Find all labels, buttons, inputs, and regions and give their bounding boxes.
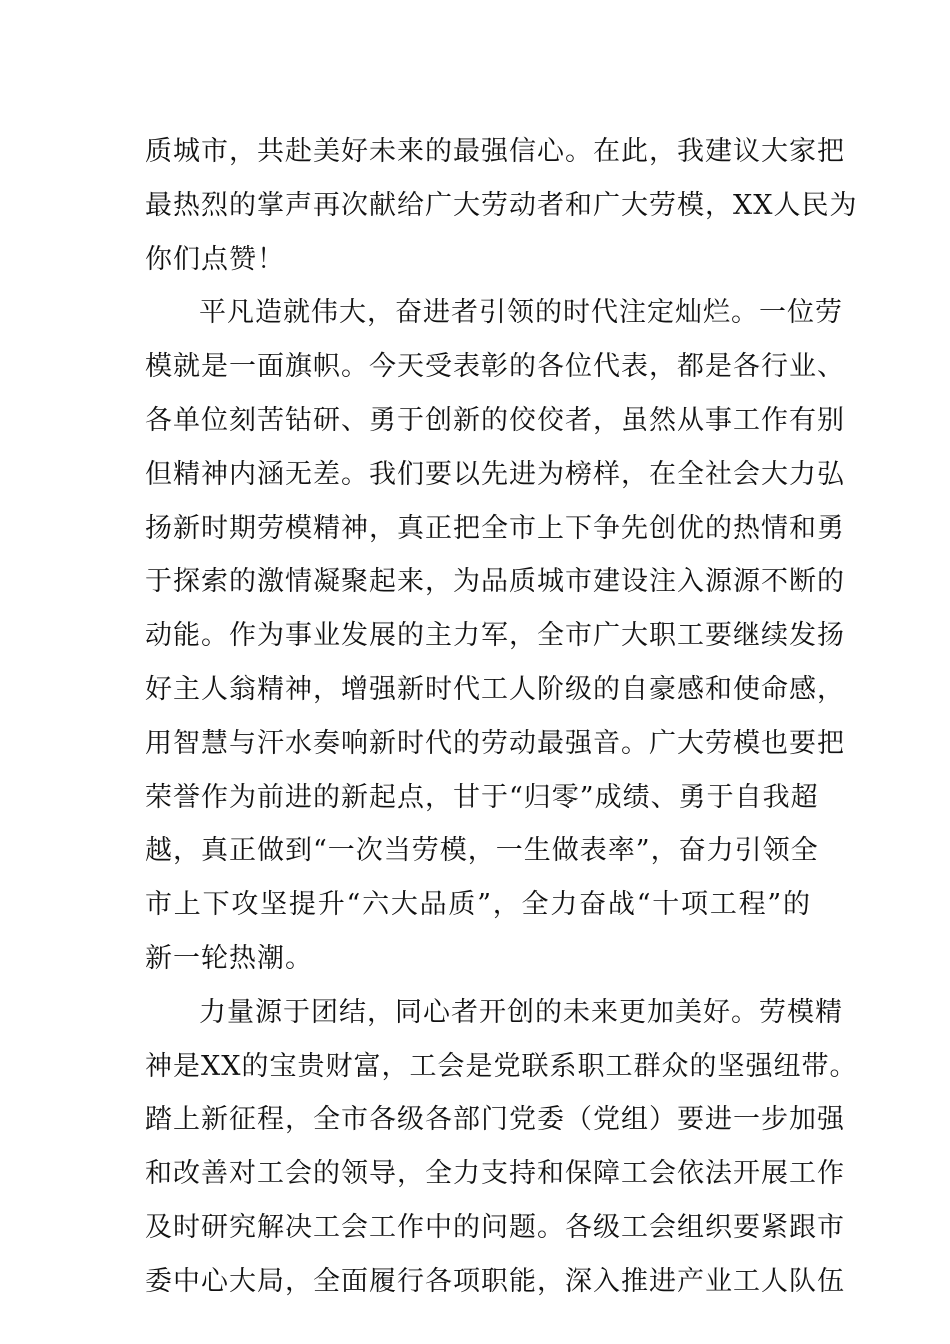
text-line: 模就是一面旗帜。今天受表彰的各位代表，都是各行业、: [145, 351, 845, 383]
text-line: 市上下攻坚提升“六大品质”，全力奋战“十项工程”的: [145, 889, 811, 921]
document-body: [145, 125, 858, 1309]
text-line: 于探索的激情凝聚起来，为品质城市建设注入源源不断的: [145, 566, 845, 598]
text-line: 最热烈的掌声再次献给广大劳动者和广大劳模，XX人民为: [145, 189, 858, 221]
text-line: 各单位刻苦钻研、勇于创新的佼佼者，虽然从事工作有别: [145, 404, 845, 436]
paragraph-1: [145, 125, 858, 286]
text-line: 委中心大局，全面履行各项职能，深入推进产业工人队伍: [145, 1265, 845, 1297]
text-line: 荣誉作为前进的新起点，甘于“归零”成绩、勇于自我超: [145, 781, 819, 813]
text-line: 动能。作为事业发展的主力军，全市广大职工要继续发扬: [145, 620, 845, 652]
text-line: 和改善对工会的领导，全力支持和保障工会依法开展工作: [145, 1158, 845, 1190]
paragraph-3: [145, 986, 858, 1309]
text-line: 你们点赞！: [145, 243, 285, 275]
text-line: 力量源于团结，同心者开创的未来更加美好。劳模精: [199, 996, 843, 1028]
text-line: 但精神内涵无差。我们要以先进为榜样，在全社会大力弘: [145, 458, 845, 490]
text-line: 质城市，共赴美好未来的最强信心。在此，我建议大家把: [145, 136, 845, 167]
text-line: 平凡造就伟大，奋进者引领的时代注定灿烂。一位劳: [199, 297, 843, 329]
text-line: 好主人翁精神，增强新时代工人阶级的自豪感和使命感，: [145, 673, 845, 705]
text-line: 踏上新征程，全市各级各部门党委（党组）要进一步加强: [145, 1104, 845, 1136]
text-line: 神是XX的宝贵财富，工会是党联系职工群众的坚强纽带。: [145, 1050, 858, 1082]
text-line: 越，真正做到“一次当劳模，一生做表率”，奋力引领全: [145, 835, 819, 867]
text-line: 及时研究解决工会工作中的问题。各级工会组织要紧跟市: [145, 1211, 845, 1243]
paragraph-2: [145, 286, 845, 985]
text-line: 用智慧与汗水奏响新时代的劳动最强音。广大劳模也要把: [145, 727, 845, 759]
text-line: 扬新时期劳模精神，真正把全市上下争先创优的热情和勇: [145, 512, 845, 544]
text-line: 新一轮热潮。: [145, 942, 313, 974]
